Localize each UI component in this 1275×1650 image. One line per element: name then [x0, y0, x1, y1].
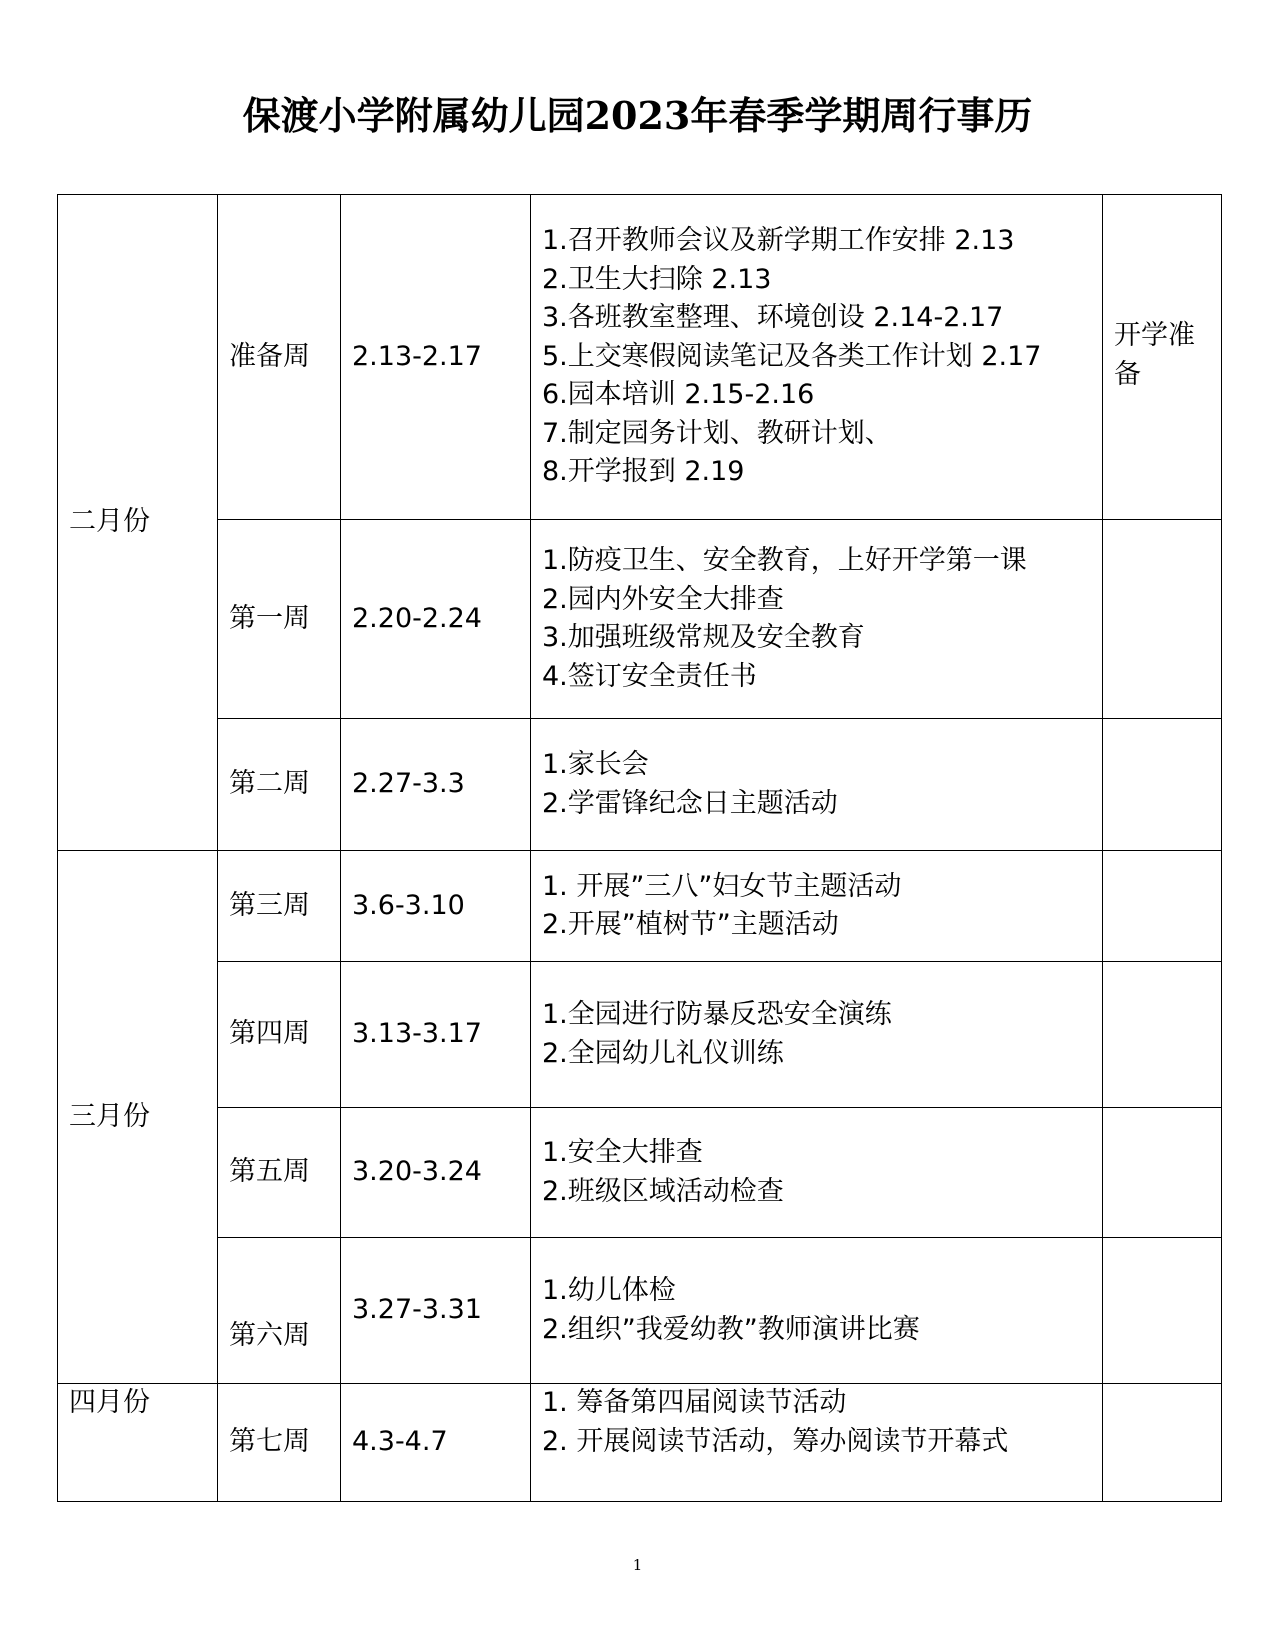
dates-cell: 2.27-3.3	[341, 719, 531, 851]
items-cell	[531, 1238, 1103, 1384]
items-cell	[531, 195, 1103, 520]
item-line: 2.组织”我爱幼教”教师演讲比赛	[542, 1313, 920, 1345]
item-line: 5.上交寒假阅读笔记及各类工作计划 2.17	[542, 340, 1042, 372]
month-cell: 二月份	[58, 195, 218, 851]
item-line: 1.家长会	[542, 749, 649, 780]
item-line: 3.加强班级常规及安全教育	[542, 622, 865, 653]
dates-cell: 3.13-3.17	[341, 962, 531, 1108]
table-row	[58, 1238, 1222, 1384]
items-cell	[531, 520, 1103, 719]
items-cell	[531, 1108, 1103, 1238]
week-cell: 第六周	[218, 1238, 341, 1384]
table-row	[58, 719, 1222, 851]
item-line: 7.制定园务计划、教研计划、	[542, 417, 892, 449]
week-cell: 第二周	[218, 719, 341, 851]
week-cell: 第四周	[218, 962, 341, 1108]
item-line: 6.园本培训 2.15-2.16	[542, 379, 815, 411]
dates-cell: 2.20-2.24	[341, 520, 531, 719]
dates-cell: 3.20-3.24	[341, 1108, 531, 1238]
dates-cell: 4.3-4.7	[341, 1384, 531, 1502]
remark-cell	[1103, 962, 1222, 1108]
page-number: 1	[632, 1556, 643, 1574]
item-line: 1.全园进行防暴反恐安全演练	[542, 999, 892, 1030]
item-line: 1.防疫卫生、安全教育，上好开学第一课	[542, 545, 1027, 576]
table-row	[58, 1384, 1222, 1502]
items-cell	[531, 851, 1103, 962]
items-cell	[531, 1384, 1103, 1502]
item-line: 1. 筹备第四届阅读节活动	[542, 1387, 847, 1418]
week-cell: 第一周	[218, 520, 341, 719]
item-line: 1.安全大排查	[542, 1137, 703, 1168]
dates-cell: 3.27-3.31	[341, 1238, 531, 1384]
item-line: 3.各班教室整理、环境创设 2.14-2.17	[542, 302, 1004, 334]
table-row	[58, 195, 1222, 520]
remark-cell	[1103, 1384, 1222, 1502]
table-row	[58, 851, 1222, 962]
remark-cell	[1103, 520, 1222, 719]
week-cell: 第七周	[218, 1384, 341, 1502]
item-line: 1.幼儿体检	[542, 1275, 676, 1306]
dates-cell: 3.6-3.10	[341, 851, 531, 962]
item-line: 2.开展”植树节”主题活动	[542, 909, 839, 940]
remark-cell	[1103, 719, 1222, 851]
item-line: 1.召开教师会议及新学期工作安排 2.13	[542, 225, 1015, 257]
item-line: 8.开学报到 2.19	[542, 456, 745, 488]
item-line: 2.学雷锋纪念日主题活动	[542, 787, 838, 819]
remark-cell	[1103, 851, 1222, 962]
remark-cell: 开学准备	[1103, 195, 1222, 520]
item-line: 1. 开展”三八”妇女节主题活动	[542, 870, 902, 902]
page-title: 保渡小学附属幼儿园2023年春季学期周行事历	[242, 93, 1033, 138]
weekly-calendar-table	[57, 194, 1222, 1502]
month-cell: 四月份	[58, 1384, 218, 1502]
item-line: 4.签订安全责任书	[542, 660, 757, 692]
table-row	[58, 1108, 1222, 1238]
item-line: 2.全园幼儿礼仪训练	[542, 1037, 784, 1069]
table-row	[58, 520, 1222, 719]
week-cell: 准备周	[218, 195, 341, 520]
item-line: 2.园内外安全大排查	[542, 583, 784, 615]
week-cell: 第三周	[218, 851, 341, 962]
dates-cell: 2.13-2.17	[341, 195, 531, 520]
month-cell: 三月份	[58, 851, 218, 1384]
table-row	[58, 962, 1222, 1108]
items-cell	[531, 719, 1103, 851]
item-line: 2.班级区域活动检查	[542, 1175, 784, 1207]
item-line: 2. 开展阅读节活动，筹办阅读节开幕式	[542, 1425, 1009, 1457]
item-line: 2.卫生大扫除 2.13	[542, 263, 772, 295]
remark-cell	[1103, 1238, 1222, 1384]
remark-cell	[1103, 1108, 1222, 1238]
items-cell	[531, 962, 1103, 1108]
week-cell: 第五周	[218, 1108, 341, 1238]
